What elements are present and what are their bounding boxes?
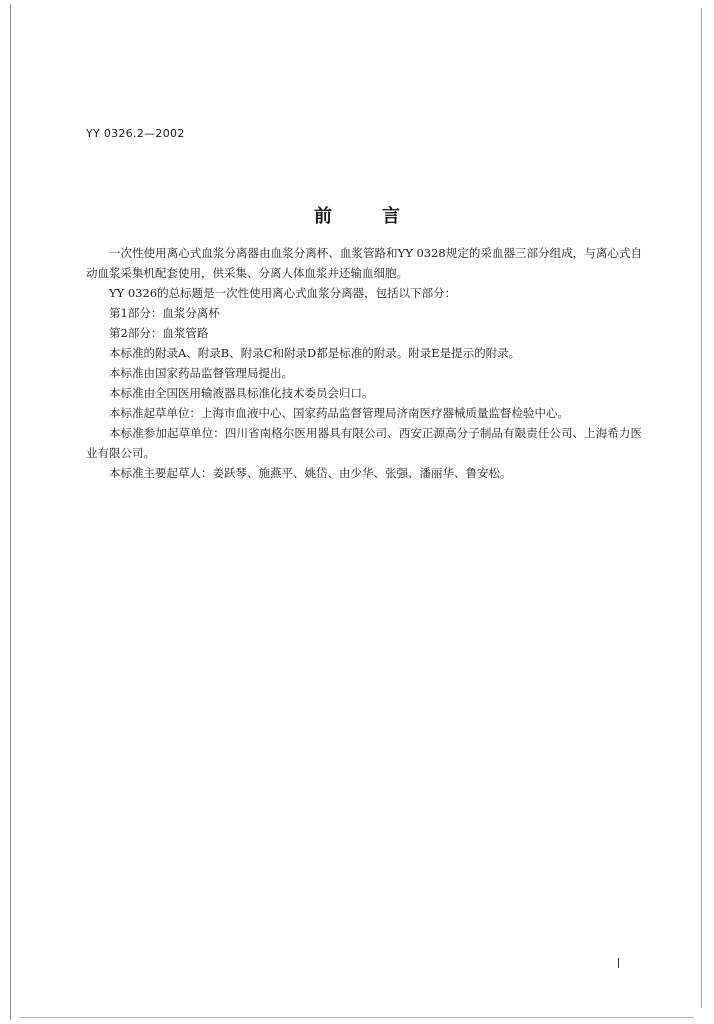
page-title: 前言	[314, 206, 450, 227]
document-body	[86, 243, 642, 483]
paragraph-general-title: YY 0326的总标题是一次性使用离心式血浆分离器，包括以下部分：	[109, 286, 457, 300]
document-code: YY 0326.2—2002	[86, 127, 185, 140]
paragraph-drafting-units: 本标准起草单位：上海市血液中心、国家药品监督管理局济南医疗器械质量监督检验中心。	[109, 406, 569, 420]
paragraph-intro: 一次性使用离心式血浆分离器由血浆分离杯、血浆管路和YY 0328规定的采血器三部分组成，与离心式自动血浆采集机配套使用，供采集、分离人体血浆并还输血细胞。	[86, 246, 642, 280]
paragraph-appendices: 本标准的附录A、附录B、附录C和附录D都是标准的附录。附录E是提示的附录。	[109, 346, 521, 360]
paragraph-proposer: 本标准由国家药品监督管理局提出。	[109, 366, 293, 380]
scan-edge-left	[10, 4, 11, 1020]
scan-edge-right	[701, 8, 702, 1008]
scan-edge-bottom	[20, 1017, 694, 1018]
paragraph-participating-units: 本标准参加起草单位：四川省南格尔医用器具有限公司、西安正源高分子制品有限责任公司、上海希力医业有限公司。	[86, 426, 642, 460]
page-mark	[618, 958, 619, 968]
paragraph-drafters: 本标准主要起草人：姜跃琴、施燕平、姚岱、由少华、张强、潘丽华、鲁安松。	[109, 466, 512, 480]
paragraph-committee: 本标准由全国医用输液器具标准化技术委员会归口。	[109, 386, 374, 400]
paragraph-part-1: 第1部分：血浆分离杯	[109, 306, 220, 320]
paragraph-part-2: 第2部分：血浆管路	[109, 326, 209, 340]
